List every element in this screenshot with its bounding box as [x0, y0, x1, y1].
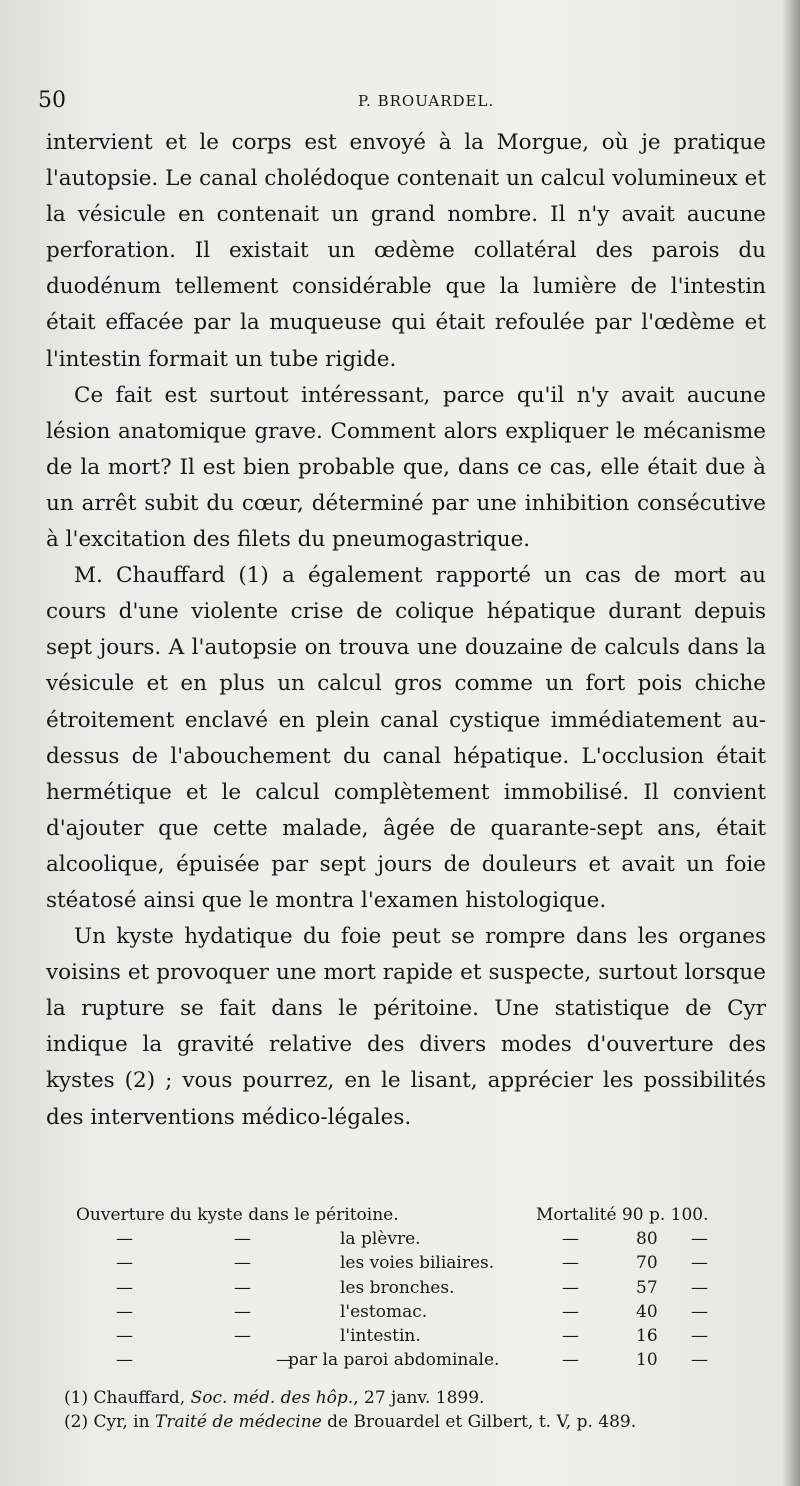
ditto-mark: — [691, 1325, 708, 1346]
ditto-mark: — [234, 1325, 251, 1346]
footnote-number: (2) [64, 1412, 89, 1432]
mortality-value: 57 [636, 1277, 658, 1298]
organ-label: l'intestin. [340, 1325, 421, 1346]
organ-label: l'estomac. [340, 1301, 428, 1322]
mortality-value: 40 [636, 1301, 658, 1322]
leader-dash: — [562, 1350, 579, 1371]
paragraph: Ce fait est surtout intéressant, parce qu'il n'y avait aucune lésion anatomique grave. Comment alors expliquer le mécanisme de la mort? Il est bien probable que, dans ce cas, elle était due à un arrêt subit du cœur, déterminé par une inhibition consécutive à l'excitation des filets du pneumogastrique. [46, 382, 766, 553]
paragraph: intervient et le corps est envoyé à la Morgue, où je pratique l'autopsie. Le canal cholédoque contenait un calcul volumineux et la vésicule en contenait un grand nombre. Il n'y avait aucune perforation. Il existait un œdème collatéral des parois du duodénum tellement considérable que la lumière de l'intestin était effacée par la muqueuse qui était refoulée par l'œdème et l'intestin formait un tube rigide. [46, 130, 766, 372]
mortality-value: 80 [636, 1229, 658, 1250]
ditto-mark: — [691, 1301, 708, 1322]
ditto-mark: — [276, 1350, 293, 1371]
table-row [76, 1348, 746, 1372]
ditto-mark: — [234, 1277, 251, 1298]
footnote-author: Cyr, in [93, 1412, 150, 1432]
leader-dash: — [562, 1253, 579, 1274]
running-head: P. BROUARDEL. [358, 92, 495, 110]
organ-label: par la paroi abdominale. [288, 1350, 500, 1371]
ditto-mark: — [691, 1229, 708, 1250]
leader-dash: — [562, 1301, 579, 1322]
paragraph: Un kyste hydatique du foie peut se rompre dans les organes voisins et provoquer une mort rapide et suspecte, surtout lorsque la rupture se fait dans le péritoine. Une statistique de Cyr indique la gravité relative des divers modes d'ouverture des kystes (2) ; vous pourrez, en le lisant, apprécier les possibilités des interventions médico-légales. [46, 924, 766, 1130]
footnote-rest: , 27 janv. 1899. [353, 1388, 485, 1408]
ditto-mark: — [691, 1253, 708, 1274]
table-row [76, 1227, 746, 1251]
ditto-mark: — [116, 1350, 133, 1371]
mortality-table [76, 1203, 746, 1372]
footnote-source: Soc. méd. des hôp. [190, 1388, 354, 1408]
page-header [38, 88, 768, 118]
ditto-mark: — [116, 1301, 133, 1322]
footnote-source: Traité de médecine [154, 1412, 322, 1432]
mortality-label: Mortalité 90 p. 100. [536, 1205, 709, 1225]
table-row [76, 1251, 746, 1275]
organ-label: les bronches. [340, 1277, 455, 1298]
leader-dash: — [562, 1325, 579, 1346]
footnote-1 [64, 1386, 764, 1410]
ditto-mark: — [234, 1301, 251, 1322]
footnote-author: Chauffard, [93, 1388, 186, 1408]
organ-label: les voies biliaires. [340, 1253, 495, 1274]
leader-dash: — [562, 1229, 579, 1250]
page-number: 50 [38, 88, 66, 113]
leader-dash: — [562, 1277, 579, 1298]
ditto-mark: — [116, 1277, 133, 1298]
table-row [76, 1276, 746, 1300]
organ-label: la plèvre. [340, 1229, 421, 1250]
footnote-rest: de Brouardel et Gilbert, t. V, p. 489. [327, 1412, 637, 1432]
mortality-value: 16 [636, 1325, 658, 1346]
paragraph: M. Chauffard (1) a également rapporté un cas de mort au cours d'une violente crise de colique hépatique durant depuis sept jours. A l'autopsie on trouva une douzaine de calculs dans la vésicule et en plus un calcul gros comme un fort pois chiche étroitement enclavé en plein canal cystique immédiatement au-dessus de l'abouchement du canal hépatique. L'occlusion était hermétique et le calcul complètement immobilisé. Il convient d'ajouter que cette malade, âgée de quarante-sept ans, était alcoolique, épuisée par sept jours de douleurs et avait un foie stéatosé ainsi que le montra l'examen histologique. [46, 563, 766, 913]
ditto-mark: — [116, 1229, 133, 1250]
table-row [76, 1300, 746, 1324]
footnote-number: (1) [64, 1388, 89, 1408]
ditto-mark: — [691, 1277, 708, 1298]
table-header-label: Ouverture du kyste dans le péritoine. [76, 1205, 399, 1225]
table-header-row [76, 1203, 746, 1227]
footnote-2 [64, 1410, 764, 1434]
footnotes [64, 1386, 764, 1434]
mortality-value: 70 [636, 1253, 658, 1274]
ditto-mark: — [234, 1253, 251, 1274]
ditto-mark: — [691, 1350, 708, 1371]
table-row [76, 1324, 746, 1348]
ditto-mark: — [116, 1253, 133, 1274]
ditto-mark: — [234, 1229, 251, 1250]
ditto-mark: — [116, 1325, 133, 1346]
body-text [46, 125, 766, 1136]
mortality-value: 10 [636, 1350, 658, 1371]
